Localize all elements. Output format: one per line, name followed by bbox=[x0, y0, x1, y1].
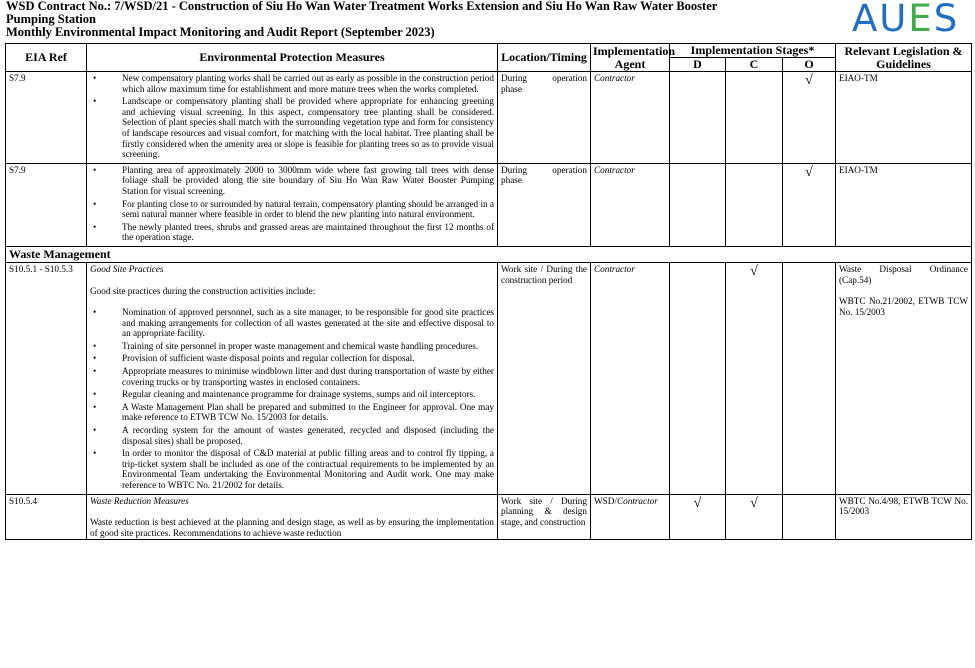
stage-d-cell bbox=[670, 72, 726, 164]
measures-cell bbox=[87, 262, 498, 494]
legislation-cell: WBTC No.4/98, ETWB TCW No. 15/2003 bbox=[836, 494, 972, 540]
eia-ref-cell: S7.9 bbox=[6, 163, 87, 246]
implementation-schedule-table bbox=[5, 43, 972, 540]
table-row bbox=[6, 72, 972, 164]
measure-bullet: • A recording system for the amount of wastes generated, recycled and disposed (including the disposal sites) shall be proposed. bbox=[90, 425, 494, 446]
eia-ref-cell: S7.9 bbox=[6, 72, 87, 164]
measure-bullet: • Regular cleaning and maintenance programme for drainage systems, sumps and oil interceptors. bbox=[90, 389, 494, 400]
eia-ref-cell: S10.5.4 bbox=[6, 494, 87, 540]
table-row bbox=[6, 262, 972, 494]
col-header-stage-c: C bbox=[726, 58, 783, 72]
col-header-stages: Implementation Stages* bbox=[670, 44, 836, 58]
measure-bullet: • A Waste Management Plan shall be prepared and submitted to the Engineer for approval. One may make reference to ETWB TCW No. 15/2003 for details. bbox=[90, 402, 494, 423]
agent-part: WSD/ bbox=[594, 495, 617, 506]
agent-cell bbox=[591, 494, 670, 540]
agent-cell: Contractor bbox=[591, 262, 670, 494]
header-line-3: Monthly Environmental Impact Monitoring and Audit Report (September 2023) bbox=[6, 25, 435, 39]
col-header-stage-d: D bbox=[670, 58, 726, 72]
measure-bullet: • Planting area of approximately 2000 to 3000mm wide where fast growing tall trees with dense foliage shall be provided along the site boundary of Siu Ho Wan Raw Water Booster Pumping Station for visual screening. bbox=[90, 165, 494, 197]
header-line-2: Pumping Station bbox=[6, 12, 96, 26]
header-line-1: WSD Contract No.: 7/WSD/21 - Construction of Siu Ho Wan Water Treatment Works Extension and Siu Ho Wan Raw Water Booster bbox=[6, 0, 718, 13]
table-row bbox=[6, 163, 972, 246]
stage-o-cell bbox=[783, 262, 836, 494]
measures-cell bbox=[87, 494, 498, 540]
measure-bullet: • Training of site personnel in proper waste management and chemical waste handling procedures. bbox=[90, 341, 494, 352]
stage-c-check: √ bbox=[726, 262, 783, 494]
location-cell: Work site / During planning & design stage, and construction bbox=[498, 494, 591, 540]
section-title-waste-management: Waste Management bbox=[6, 246, 972, 262]
legislation-cell bbox=[836, 262, 972, 494]
legislation-line: Waste Disposal Ordinance (Cap.54) bbox=[839, 263, 968, 285]
logo-part-1: AU bbox=[852, 0, 909, 40]
measures-cell bbox=[87, 72, 498, 164]
stage-d-cell bbox=[670, 163, 726, 246]
stage-o-check: √ bbox=[783, 72, 836, 164]
stage-o-check: √ bbox=[783, 163, 836, 246]
measure-bullet: • Provision of sufficient waste disposal points and regular collection for disposal. bbox=[90, 353, 494, 364]
legislation-cell: EIAO-TM bbox=[836, 163, 972, 246]
measure-bullet: • Landscape or compensatory planting shall be provided where appropriate for enhancing greening and achieving visual screening. In this aspect, compensatory tree planting shall be considered. Selection of plant species shall match with the surrounding vegetation type and form for consistency of landscape resources and visual comfort, for matching with the local habitat. Tree planting shall be firstly considered when the amenity area or slope is feasible for planting trees so as to provide visual screening. bbox=[90, 96, 494, 160]
location-cell: During operation phase bbox=[498, 163, 591, 246]
aues-logo bbox=[852, 0, 959, 38]
logo-part-2: E bbox=[908, 0, 934, 40]
measure-bullet: • New compensatory planting works shall be carried out as early as possible in the construction period which allow maximum time for establishment and more mature trees when the works completed. bbox=[90, 73, 494, 94]
col-header-legislation: Relevant Legislation & Guidelines bbox=[836, 44, 972, 72]
location-cell: During operation phase bbox=[498, 72, 591, 164]
measure-intro: Waste reduction is best achieved at the planning and design stage, as well as by ensuring the implementation of good site practices. Recommendations to achieve waste reduction bbox=[90, 517, 494, 538]
legislation-cell: EIAO-TM bbox=[836, 72, 972, 164]
section-row bbox=[6, 246, 972, 262]
measure-heading: Good Site Practices bbox=[90, 263, 164, 274]
stage-c-check: √ bbox=[726, 494, 783, 540]
stage-o-cell bbox=[783, 494, 836, 540]
table-row bbox=[6, 494, 972, 540]
legislation-line: WBTC No.21/2002, ETWB TCW No. 15/2003 bbox=[839, 296, 968, 317]
measure-bullet: • Appropriate measures to minimise windblown litter and dust during transportation of waste by either covering trucks or by transporting wastes in enclosed containers. bbox=[90, 366, 494, 387]
col-header-measures: Environmental Protection Measures bbox=[87, 44, 498, 72]
location-cell: Work site / During the construction period bbox=[498, 262, 591, 494]
col-header-agent: Implementation Agent bbox=[591, 44, 670, 72]
agent-cell: Contractor bbox=[591, 72, 670, 164]
stage-d-check: √ bbox=[670, 494, 726, 540]
measure-intro: Good site practices during the construction activities include: bbox=[90, 285, 316, 296]
stage-c-cell bbox=[726, 72, 783, 164]
measure-heading: Waste Reduction Measures bbox=[90, 495, 189, 506]
measures-cell bbox=[87, 163, 498, 246]
agent-part: Contractor bbox=[616, 495, 658, 506]
stage-d-cell bbox=[670, 262, 726, 494]
col-header-eia-ref: EIA Ref bbox=[6, 44, 87, 72]
report-header bbox=[6, 0, 846, 39]
measure-bullet: • Nomination of approved personnel, such as a site manager, to be responsible for good site practices and making arrangements for collection of all wastes generated at the site and effective disposal to an appropriate facility. bbox=[90, 307, 494, 339]
agent-cell: Contractor bbox=[591, 163, 670, 246]
measure-bullet: • The newly planted trees, shrubs and grassed areas are maintained throughout the first 12 months of the operation stage. bbox=[90, 222, 494, 243]
col-header-stage-o: O bbox=[783, 58, 836, 72]
logo-part-3: S bbox=[933, 0, 960, 40]
measure-bullet: • In order to monitor the disposal of C&D material at public filling areas and to control fly tipping, a trip-ticket system shall be included as one of the contractual requirements to be implemented by an Environmental Team undertaking the Environmental Monitoring and Audit work. One may make reference to WBTC No. 21/2002 for details. bbox=[90, 448, 494, 490]
eia-ref-cell: S10.5.1 - S10.5.3 bbox=[6, 262, 87, 494]
col-header-location: Location/Timing bbox=[498, 44, 591, 72]
measure-bullet: • For planting close to or surrounded by natural terrain, compensatory planting should be arranged in a semi natural manner where feasible in order to blend the new planting into natural environment. bbox=[90, 199, 494, 220]
stage-c-cell bbox=[726, 163, 783, 246]
